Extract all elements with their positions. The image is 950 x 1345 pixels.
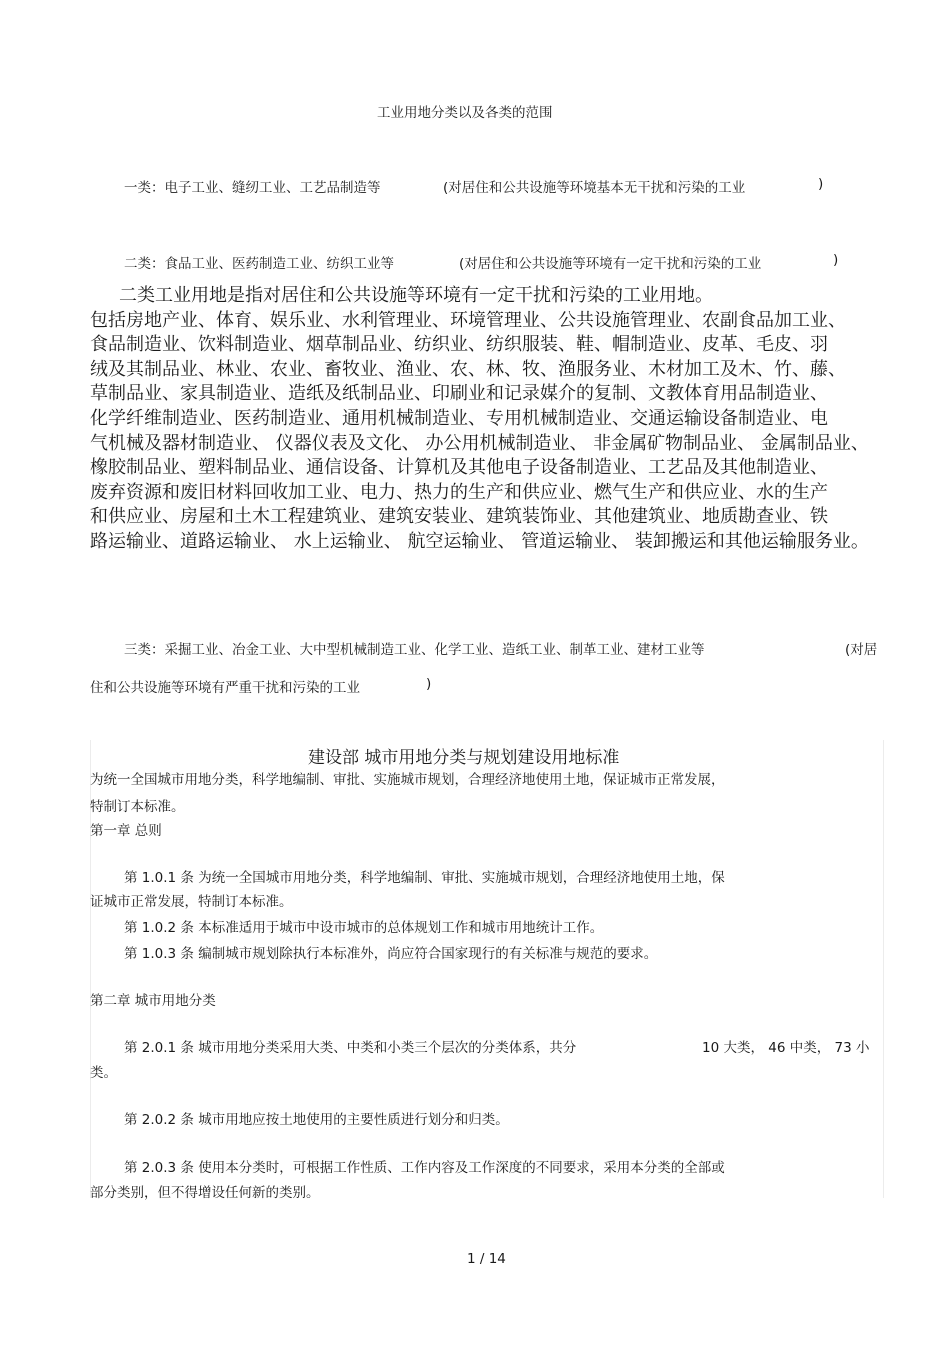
class2-detail-line: 废弃资源和废旧材料回收加工业、电力、热力的生产和供应业、燃气生产和供应业、水的生产 bbox=[90, 481, 828, 503]
class2-detail-line: 气机械及器材制造业、 仪器仪表及文化、 办公用机械制造业、 非金属矿物制品业、 金属制品业、 bbox=[90, 432, 869, 454]
page-number: 1 / 14 bbox=[467, 1251, 506, 1267]
article-1-0-1-line1: 第 1.0.1 条 为统一全国城市用地分类，科学地编制、审批、实施城市规划，合理经济地使用土地，保 bbox=[124, 870, 725, 886]
article-2-0-3-line1: 第 2.0.3 条 使用本分类时，可根据工作性质、工作内容及工作深度的不同要求，采用本分类的全部或 bbox=[124, 1160, 725, 1176]
class2-detail-line: 二类工业用地是指对居住和公共设施等环境有一定干扰和污染的工业用地。 bbox=[119, 285, 713, 306]
article-2-0-1-counts: 10 大类， 46 中类， 73 小 bbox=[702, 1040, 870, 1056]
class2-note: (对居住和公共设施等环境有一定干扰和污染的工业 bbox=[459, 256, 762, 272]
class2-detail-line: 橡胶制品业、塑料制品业、通信设备、计算机及其他电子设备制造业、工艺品及其他制造业、 bbox=[90, 457, 828, 479]
standard-block bbox=[90, 740, 884, 1198]
class2-detail-line: 和供应业、房屋和土木工程建筑业、建筑安装业、建筑装饰业、其他建筑业、地质勘查业、铁 bbox=[90, 506, 828, 528]
class3-label: 三类：采掘工业、冶金工业、大中型机械制造工业、化学工业、造纸工业、制革工业、建材工业等 bbox=[124, 642, 705, 658]
article-2-0-1-line1: 第 2.0.1 条 城市用地分类采用大类、中类和小类三个层次的分类体系，共分 bbox=[124, 1040, 577, 1056]
article-2-0-2: 第 2.0.2 条 城市用地应按土地使用的主要性质进行划分和归类。 bbox=[124, 1112, 509, 1128]
class2-detail-line: 绒及其制品业、林业、农业、畜牧业、渔业、农、林、牧、渔服务业、木材加工及木、竹、藤、 bbox=[90, 358, 846, 380]
class1-note: (对居住和公共设施等环境基本无干扰和污染的工业 bbox=[443, 180, 746, 196]
standard-heading: 建设部 城市用地分类与规划建设用地标准 bbox=[308, 748, 620, 768]
class2-detail-line: 路运输业、道路运输业、 水上运输业、 航空运输业、 管道运输业、 装卸搬运和其他运输服务业。 bbox=[90, 530, 869, 552]
class3-note-start: (对居 bbox=[845, 642, 878, 658]
class2-close: ) bbox=[833, 252, 839, 268]
standard-intro-line2: 特制订本标准。 bbox=[90, 799, 185, 815]
class2-label: 二类：食品工业、医药制造工业、纺织工业等 bbox=[124, 256, 394, 272]
class2-detail-line: 草制品业、家具制造业、造纸及纸制品业、印刷业和记录媒介的复制、文教体育用品制造业、 bbox=[90, 383, 828, 405]
class3-line2: 住和公共设施等环境有严重干扰和污染的工业 bbox=[90, 680, 360, 696]
chapter1-heading: 第一章 总则 bbox=[90, 823, 162, 839]
class2-detail-line: 食品制造业、饮料制造业、烟草制品业、纺织业、纺织服装、鞋、帽制造业、皮革、毛皮、羽 bbox=[90, 334, 828, 356]
article-1-0-3: 第 1.0.3 条 编制城市规划除执行本标准外，尚应符合国家现行的有关标准与规范的要求。 bbox=[124, 946, 658, 962]
class1-close: ) bbox=[818, 176, 824, 192]
class2-detail-line: 包括房地产业、体育、娱乐业、水利管理业、环境管理业、公共设施管理业、农副食品加工业、 bbox=[90, 309, 846, 331]
article-1-0-1-line2: 证城市正常发展，特制订本标准。 bbox=[90, 894, 293, 910]
chapter2-heading: 第二章 城市用地分类 bbox=[90, 993, 216, 1009]
class2-detail-paragraph bbox=[90, 284, 880, 555]
class1-label: 一类：电子工业、缝纫工业、工艺品制造等 bbox=[124, 180, 381, 196]
standard-intro-line1: 为统一全国城市用地分类，科学地编制、审批、实施城市规划，合理经济地使用土地，保证城市正常发展， bbox=[90, 772, 725, 788]
class3-close: ) bbox=[426, 676, 432, 692]
article-1-0-2: 第 1.0.2 条 本标准适用于城市中设市城市的总体规划工作和城市用地统计工作。 bbox=[124, 920, 604, 936]
article-2-0-3-line2: 部分类别，但不得增设任何新的类别。 bbox=[90, 1185, 320, 1201]
class2-detail-line: 化学纤维制造业、医药制造业、通用机械制造业、专用机械制造业、交通运输设备制造业、电 bbox=[90, 407, 828, 429]
article-2-0-1-line2: 类。 bbox=[90, 1065, 117, 1081]
page-title: 工业用地分类以及各类的范围 bbox=[377, 105, 553, 121]
